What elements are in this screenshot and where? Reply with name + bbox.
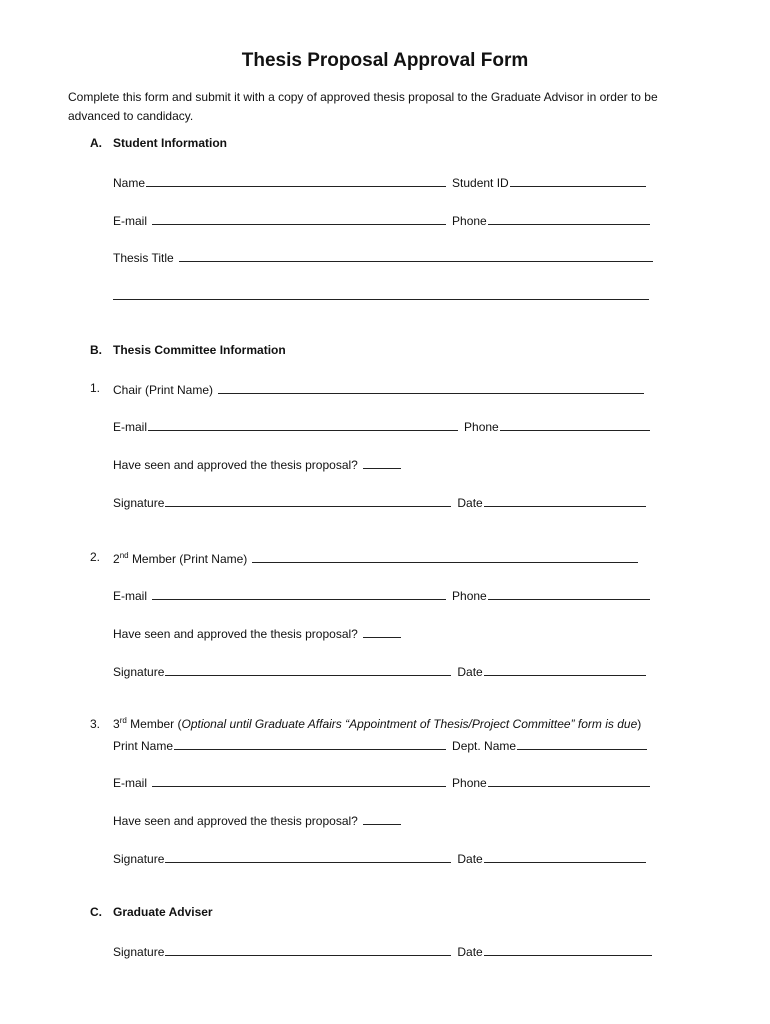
- member3-email-row: [113, 774, 652, 790]
- member3-date-label: Date: [457, 852, 483, 866]
- member3-signature-label: Signature: [113, 852, 165, 866]
- member2-email-row: [113, 587, 652, 603]
- student-email-row: [113, 212, 652, 228]
- chair-approved-label: Have seen and approved the thesis proposal?: [113, 458, 358, 472]
- section-a-letter: A.: [90, 136, 102, 150]
- phone-label: Phone: [452, 214, 487, 228]
- section-c-title: Graduate Adviser: [113, 905, 213, 919]
- chair-date-field[interactable]: [484, 494, 646, 507]
- thesis-title-field[interactable]: [179, 249, 653, 262]
- member2-date-label: Date: [457, 665, 483, 679]
- member3-dept-field[interactable]: [517, 737, 647, 750]
- chair-signature-field[interactable]: [165, 494, 451, 507]
- member3-phone-field[interactable]: [488, 774, 650, 787]
- chair-email-field[interactable]: [148, 418, 458, 431]
- chair-approved-row: [113, 456, 403, 472]
- adviser-date-field[interactable]: [484, 943, 652, 956]
- member2-phone-label: Phone: [452, 589, 487, 603]
- member3-name-field[interactable]: [174, 737, 446, 750]
- chair-email-label: E-mail: [113, 420, 148, 434]
- name-label: Name: [113, 176, 146, 190]
- member3-approved-field[interactable]: [363, 812, 401, 825]
- member3-name-row: [113, 737, 649, 753]
- section-a-title: Student Information: [113, 136, 227, 150]
- thesis-title-field-2[interactable]: [113, 287, 649, 300]
- member2-number: 2.: [90, 550, 101, 564]
- student-phone-field[interactable]: [488, 212, 650, 225]
- member3-approved-label: Have seen and approved the thesis proposal?: [113, 814, 358, 828]
- member2-date-field[interactable]: [484, 663, 646, 676]
- member2-approved-label: Have seen and approved the thesis proposal?: [113, 627, 358, 641]
- member3-email-label: E-mail: [113, 776, 148, 790]
- member2-approved-field[interactable]: [363, 625, 401, 638]
- adviser-signature-field[interactable]: [165, 943, 451, 956]
- member2-name-field[interactable]: [252, 550, 638, 563]
- member3-email-field[interactable]: [152, 774, 446, 787]
- student-name-field[interactable]: [146, 174, 446, 187]
- chair-name-field[interactable]: [218, 381, 644, 394]
- chair-signature-label: Signature: [113, 496, 165, 510]
- thesis-title-row-2: [113, 287, 651, 303]
- thesis-title-label: Thesis Title: [113, 251, 174, 265]
- member2-name-row: [113, 550, 640, 566]
- member3-print-name-label: Print Name: [113, 739, 174, 753]
- chair-approved-field[interactable]: [363, 456, 401, 469]
- section-b-heading: [90, 343, 286, 357]
- chair-number: 1.: [90, 381, 101, 395]
- member2-signature-row: [113, 663, 648, 679]
- member2-approved-row: [113, 625, 403, 641]
- member2-label: 2nd Member (Print Name): [113, 551, 248, 566]
- section-a-heading: [90, 136, 227, 150]
- intro-text: Complete this form and submit it with a copy of approved thesis proposal to the Graduate Advisor in order to be advanced to candidacy.: [68, 90, 658, 123]
- chair-email-row: [113, 418, 652, 434]
- section-c-letter: C.: [90, 905, 102, 919]
- student-id-field[interactable]: [510, 174, 646, 187]
- adviser-signature-row: [113, 943, 654, 959]
- member3-date-field[interactable]: [484, 850, 646, 863]
- member3-dept-label: Dept. Name: [452, 739, 517, 753]
- member3-phone-label: Phone: [452, 776, 487, 790]
- member3-signature-row: [113, 850, 648, 866]
- chair-phone-label: Phone: [464, 420, 499, 434]
- member2-signature-field[interactable]: [165, 663, 451, 676]
- member3-heading-row: [113, 717, 641, 733]
- chair-name-row: [113, 381, 646, 397]
- email-label: E-mail: [113, 214, 148, 228]
- page-title: Thesis Proposal Approval Form: [241, 50, 529, 71]
- adviser-date-label: Date: [457, 945, 483, 959]
- thesis-title-row: [113, 249, 655, 265]
- member2-email-label: E-mail: [113, 589, 148, 603]
- member3-signature-field[interactable]: [165, 850, 451, 863]
- student-id-label: Student ID: [452, 176, 509, 190]
- adviser-signature-label: Signature: [113, 945, 165, 959]
- chair-signature-row: [113, 494, 648, 510]
- section-c-heading: [90, 905, 213, 919]
- section-b-letter: B.: [90, 343, 102, 357]
- member3-approved-row: [113, 812, 403, 828]
- section-b-title: Thesis Committee Information: [113, 343, 286, 357]
- member3-number: 3.: [90, 717, 101, 731]
- member2-phone-field[interactable]: [488, 587, 650, 600]
- student-name-row: [113, 174, 648, 190]
- member3-note: Optional until Graduate Affairs “Appointment of Thesis/Project Committee” form is due: [181, 717, 638, 731]
- member3-label: 3rd Member (Optional until Graduate Affairs “Appointment of Thesis/Project Committee” form is due): [113, 716, 642, 731]
- member2-signature-label: Signature: [113, 665, 165, 679]
- student-email-field[interactable]: [152, 212, 446, 225]
- chair-name-label: Chair (Print Name): [113, 383, 214, 397]
- chair-phone-field[interactable]: [500, 418, 650, 431]
- chair-date-label: Date: [457, 496, 483, 510]
- member2-email-field[interactable]: [152, 587, 446, 600]
